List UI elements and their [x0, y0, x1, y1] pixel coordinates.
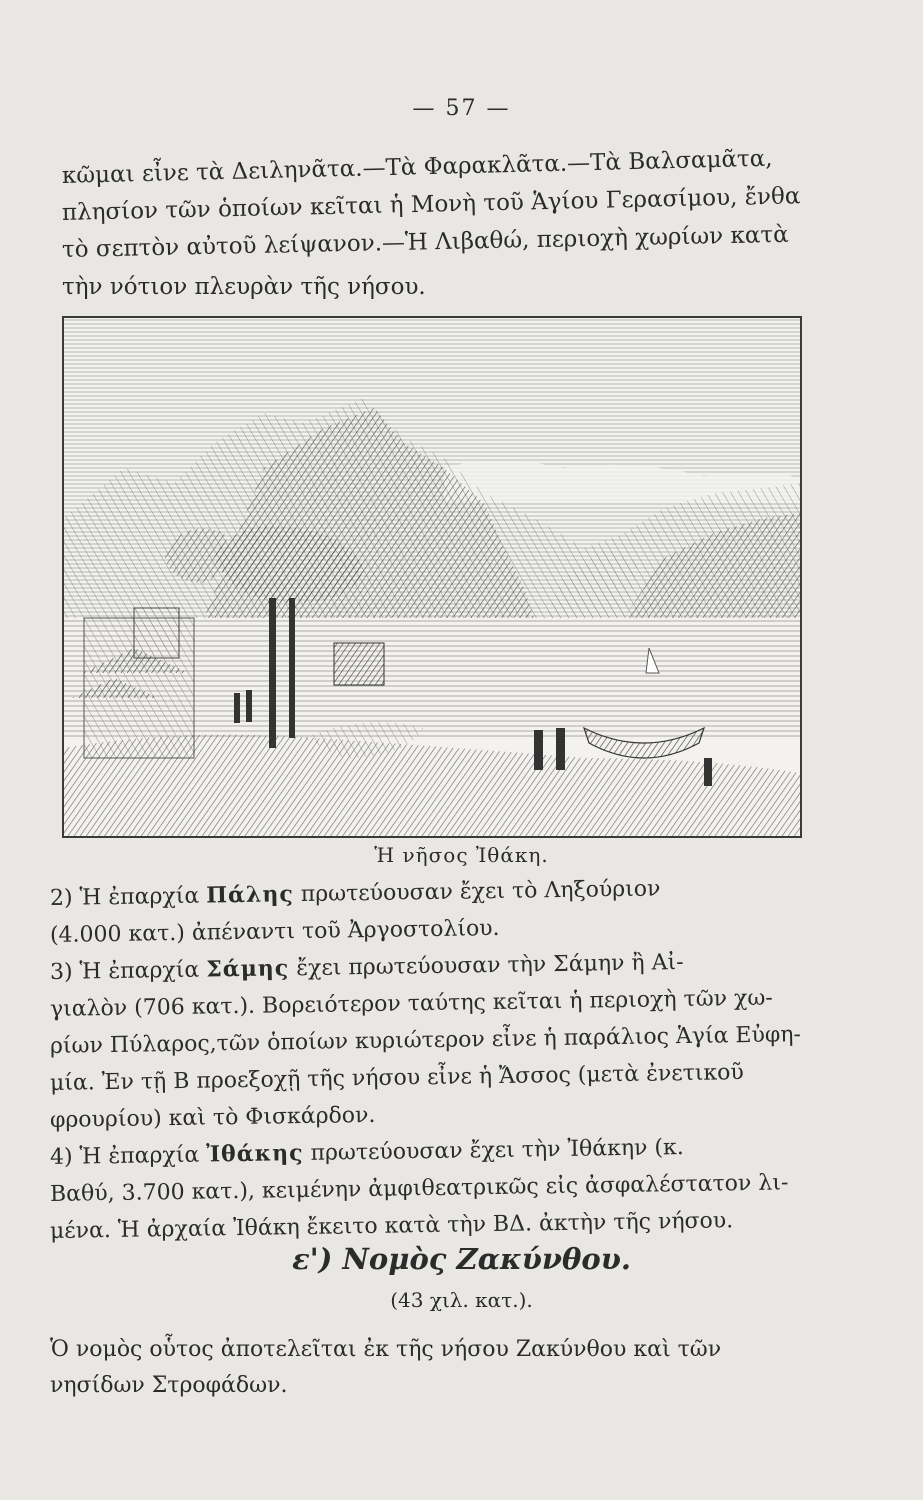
figure-caption: Ἡ νῆσος Ἰθάκη. — [374, 843, 549, 867]
text-line: 3) Ἡ ἐπαρχία Σάμης ἔχει πρωτεύουσαν τὴν Σάμην ἢ Αἰ- — [49, 950, 684, 985]
section-subtitle: (43 χιλ. κατ.). — [390, 1288, 533, 1312]
text-line: κῶμαι εἶνε τὰ Δειληνᾶτα.—Τὰ Φαρακλᾶτα.—Τὰ Βαλσαμᾶτα, — [61, 145, 773, 189]
text-line: (4.000 κατ.) ἀπέναντι τοῦ Ἀργοστολίου. — [49, 915, 500, 948]
province-name: Πάλης — [206, 881, 294, 909]
province-name: Σάμης — [206, 955, 290, 983]
province-list — [49, 876, 830, 1250]
text-line: πλησίον τῶν ὁποίων κεῖται ἡ Μονὴ τοῦ Ἁγίου Γερασίμου, ἔνθα — [61, 183, 801, 226]
text-line: 4) Ἡ ἐπαρχία Ἰθάκης πρωτεύουσαν ἔχει τὴν Ἰθάκην (κ. — [49, 1135, 684, 1170]
final-paragraph — [50, 1332, 840, 1404]
text-line: τὴν νότιον πλευρὰν τῆς νήσου. — [62, 274, 426, 300]
engraving-ithaca — [62, 316, 802, 838]
text-line: γιαλὸν (706 κατ.). Βορειότερον ταύτης κεῖται ἡ περιοχὴ τῶν χω- — [49, 985, 773, 1022]
text-line: τὸ σεπτὸν αὐτοῦ λείψανον.—Ἡ Λιβαθώ, περιοχὴ χωρίων κατὰ — [61, 221, 789, 263]
intro-paragraph — [61, 145, 822, 306]
text-line: Ὁ νομὸς οὗτος ἀποτελεῖται ἐκ τῆς νήσου Ζακύνθου καὶ τῶν — [50, 1337, 722, 1362]
text-line: 2) Ἡ ἐπαρχία Πάλης πρωτεύουσαν ἔχει τὸ Ληξούριον — [49, 876, 661, 911]
text-line: μία. Ἐν τῇ Β προεξοχῇ τῆς νήσου εἶνε ἡ Ἄσσος (μετὰ ἐνετικοῦ — [49, 1060, 745, 1096]
section-title: ε') Νομὸς Ζακύνθου. — [292, 1242, 631, 1276]
text-line: νησίδων Στροφάδων. — [50, 1373, 288, 1398]
text-line: μένα. Ἡ ἀρχαία Ἰθάκη ἔκειτο κατὰ τὴν ΒΔ. ἀκτὴν τῆς νήσου. — [49, 1208, 734, 1244]
province-name: Ἰθάκης — [206, 1140, 304, 1168]
text-line: Βαθύ, 3.700 κατ.), κειμένην ἀμφιθεατρικῶς εἰς ἀσφαλέστατον λι- — [49, 1170, 789, 1207]
text-line: ρίων Πύλαρος,τῶν ὁποίων κυριώτερον εἶνε ἡ παράλιος Ἁγία Εὐφη- — [49, 1022, 802, 1059]
page-number: — 57 — — [412, 96, 511, 121]
text-line: φρουρίου) καὶ τὸ Φισκάρδον. — [49, 1102, 376, 1133]
engraving-illustration — [64, 318, 800, 836]
